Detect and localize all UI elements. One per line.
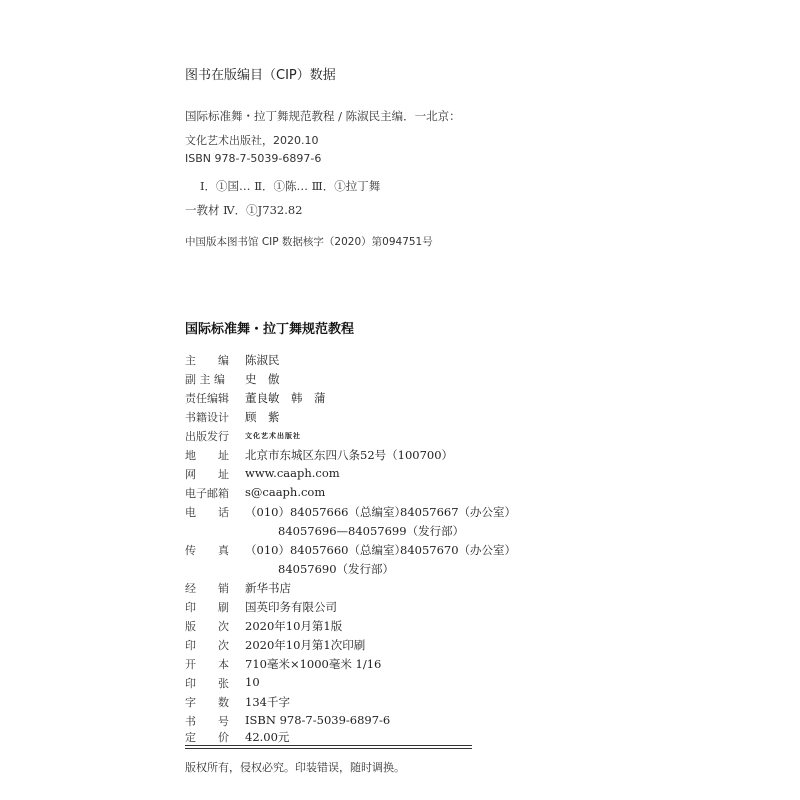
info-value: 10: [245, 675, 260, 689]
info-label: 印 张: [185, 677, 229, 690]
info-label: 印 次: [185, 639, 229, 652]
info-label: 出版发行: [185, 430, 229, 443]
info-value: 2020年10月第1版: [245, 619, 343, 633]
info-label: 书 号: [185, 715, 229, 728]
cip-line-isbn: ISBN 978-7-5039-6897-6: [185, 152, 322, 165]
cip-line-title: 国际标准舞・拉丁舞规范教程 / 陈淑民主编．一北京：: [185, 109, 461, 123]
info-value-secondary: 84057667（办公室）: [400, 505, 517, 519]
cip-record-number: 中国版本图书馆 CIP 数据核字（2020）第094751号: [185, 236, 433, 248]
info-label: 开 本: [185, 658, 229, 671]
cip-line-classification-cont: 一教材 Ⅳ．①J732.82: [185, 203, 303, 217]
info-value: 国英印务有限公司: [245, 600, 337, 614]
info-label: 电 话: [185, 506, 229, 519]
phone-continuation: 84057696—84057699（发行部）: [278, 524, 465, 538]
email-link[interactable]: s@caaph.com: [245, 485, 326, 499]
info-label: 印 刷: [185, 601, 229, 614]
info-label: 书籍设计: [185, 411, 229, 424]
info-value: 新华书店: [245, 581, 291, 595]
book-title: 国际标准舞・拉丁舞规范教程: [185, 322, 355, 337]
publisher-logo-text: 文化艺术出版社: [245, 431, 301, 440]
info-value: ISBN 978-7-5039-6897-6: [245, 713, 391, 727]
website-link[interactable]: www.caaph.com: [245, 466, 340, 480]
divider-line-secondary: [185, 748, 472, 749]
cip-line-classification: Ⅰ．①国… Ⅱ．①陈… Ⅲ．①拉丁舞: [200, 179, 381, 193]
copyright-notice: 版权所有，侵权必究。印装错误，随时调换。: [185, 761, 405, 774]
info-value-secondary: 84057670（办公室）: [400, 543, 517, 557]
info-label: 副 主 编: [185, 373, 225, 386]
info-label: 传 真: [185, 544, 229, 557]
info-value: 史 傲: [245, 372, 280, 386]
info-value: 134千字: [245, 695, 290, 709]
info-label: 责任编辑: [185, 392, 229, 405]
info-value: （010）84057660（总编室）: [245, 543, 406, 557]
divider-line: [185, 745, 472, 746]
info-value: （010）84057666（总编室）: [245, 505, 406, 519]
info-label: 地 址: [185, 449, 229, 462]
info-value: 顾 紫: [245, 410, 280, 424]
info-value: 710毫米×1000毫米 1/16: [245, 657, 382, 671]
info-value: 2020年10月第1次印刷: [245, 638, 366, 652]
info-label: 经 销: [185, 582, 229, 595]
info-label: 网 址: [185, 468, 229, 481]
cip-heading: 图书在版编目（CIP）数据: [185, 68, 336, 83]
info-label: 电子邮箱: [185, 487, 229, 500]
info-value: 陈淑民: [245, 353, 280, 367]
fax-continuation: 84057690（发行部）: [278, 562, 395, 576]
cip-line-publisher: 文化艺术出版社，2020.10: [185, 134, 319, 147]
info-value: 北京市东城区东四八条52号（100700）: [245, 448, 454, 462]
info-label: 版 次: [185, 620, 229, 633]
info-value: 董良敏 韩 蒲: [245, 391, 326, 405]
info-label: 主 编: [185, 354, 229, 367]
info-label: 字 数: [185, 696, 229, 709]
info-label: 定 价: [185, 731, 229, 744]
info-value: 42.00元: [245, 730, 290, 744]
